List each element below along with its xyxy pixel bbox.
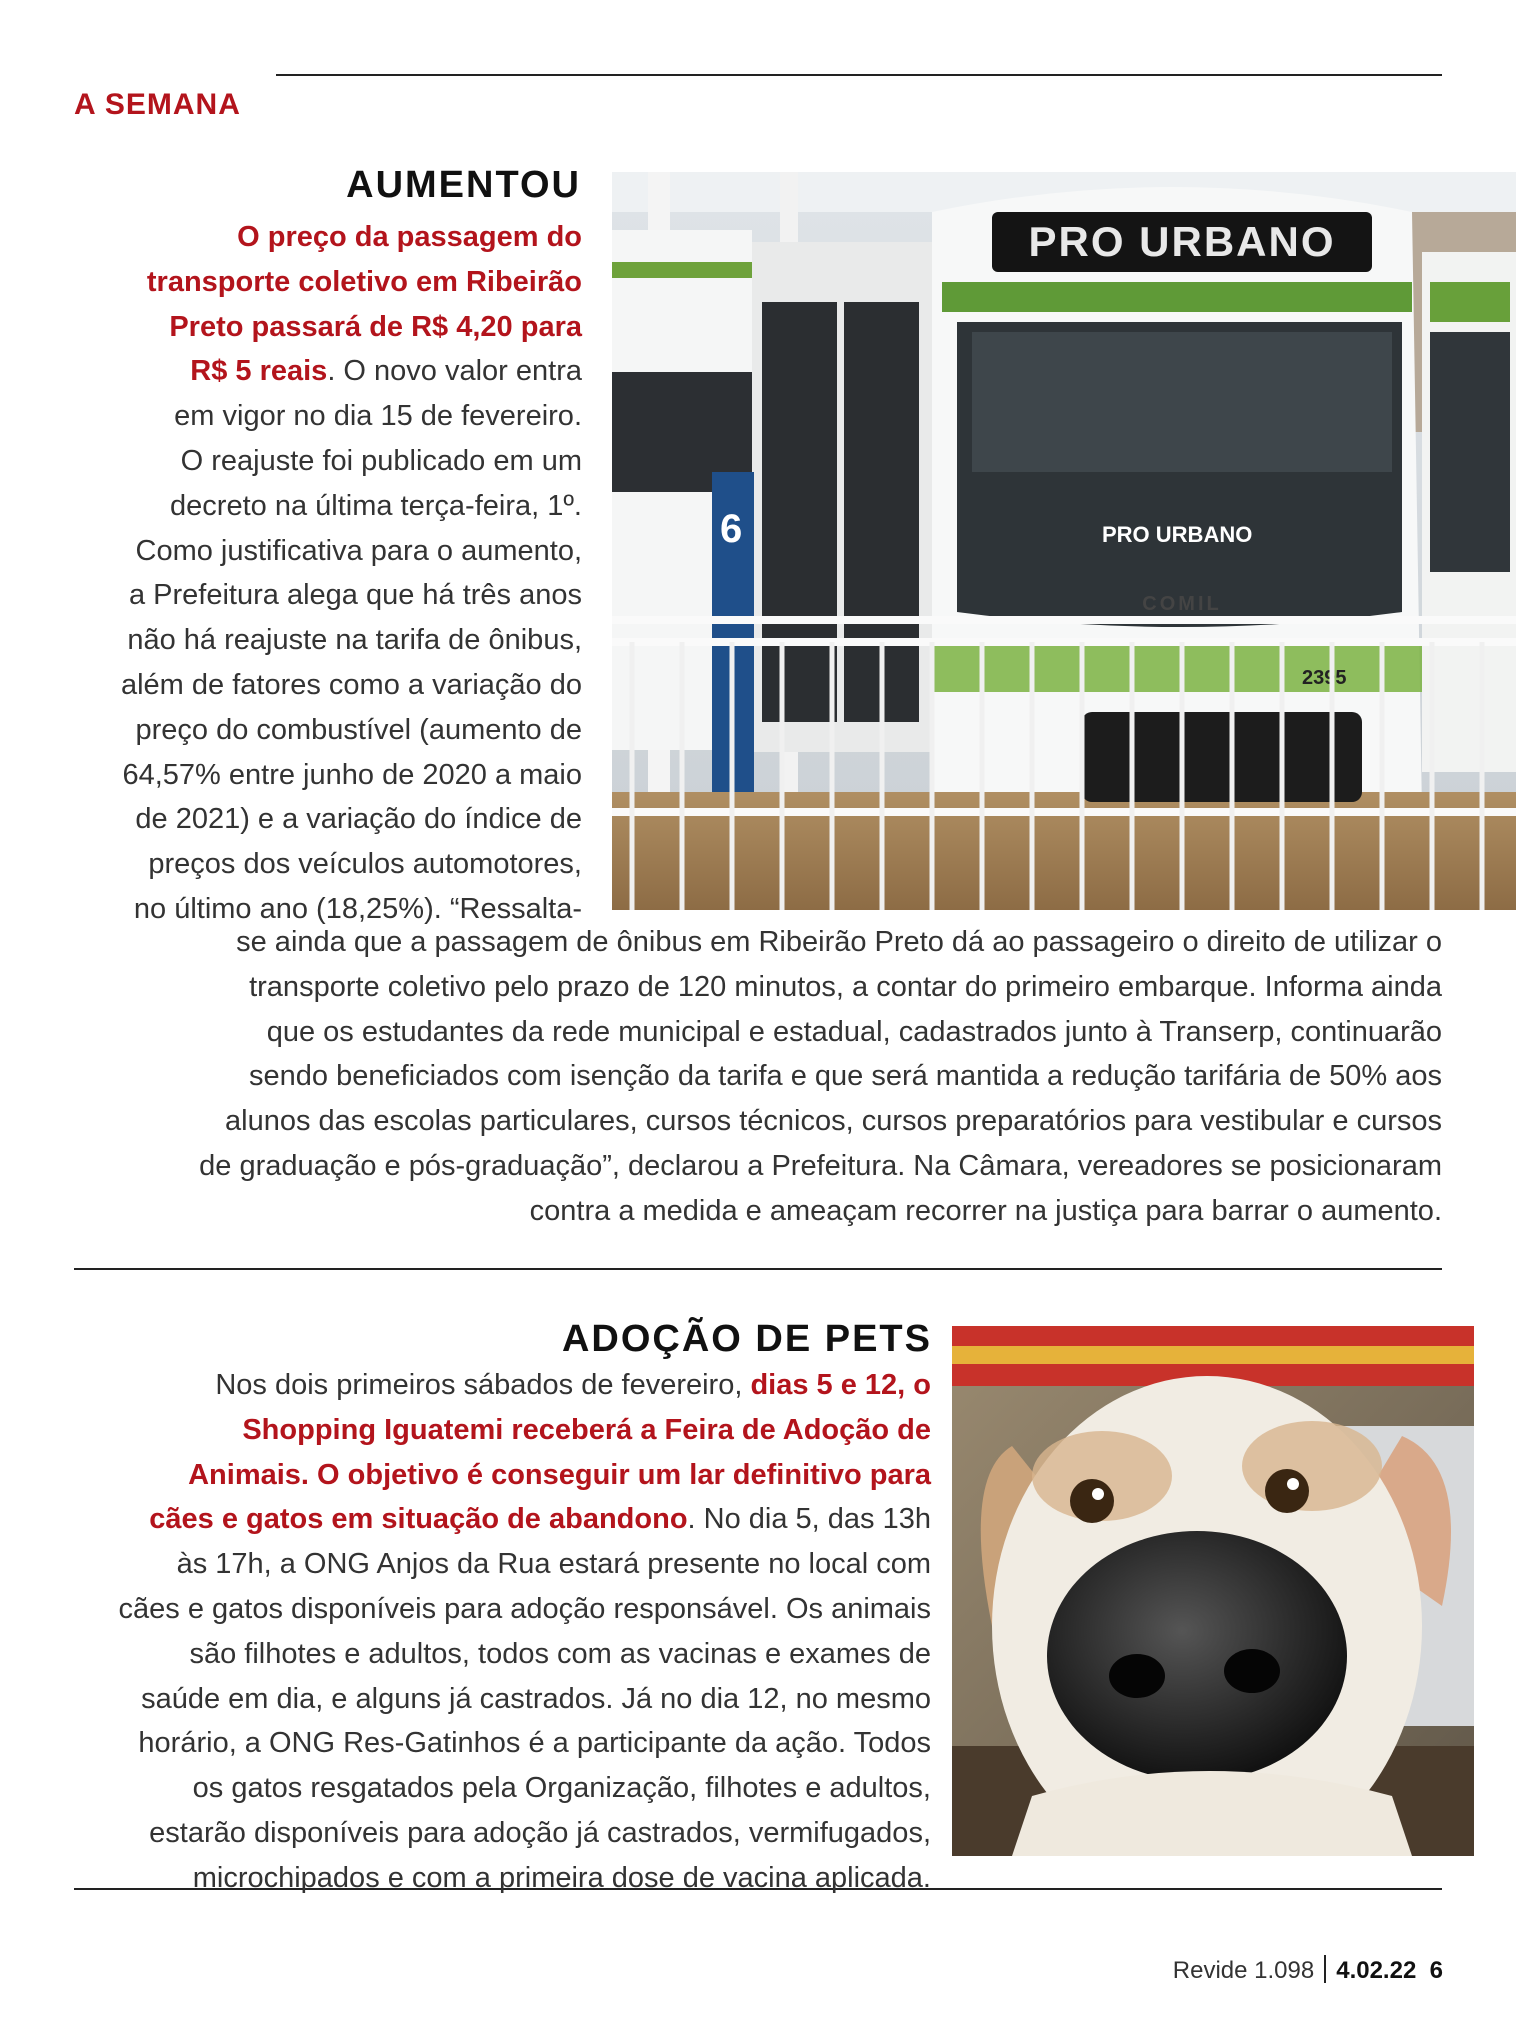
article1-line: que os estudantes da rede municipal e estadual, cadastrados junto à Transerp, continuarão	[266, 1015, 1442, 1048]
article1-lead-line: O preço da passagem do	[237, 221, 582, 253]
article1-lead-line: Preto passará de R$ 4,20 para	[169, 310, 582, 343]
article1-lead-end: R$ 5 reais	[190, 355, 328, 388]
article1-lead-line: transporte coletivo em Ribeirão	[146, 265, 582, 298]
article1-line: 64,57% entre junho de 2020 a maio	[122, 758, 582, 791]
dog-photo	[952, 1326, 1474, 1856]
article1-wide-text	[72, 920, 1442, 1234]
article2-line-text: . No dia 5, das 13h	[687, 1503, 931, 1536]
article1-line: decreto na última terça-feira, 1º.	[170, 489, 582, 522]
article2-line-text: Nos dois primeiros sábados de fevereiro,	[215, 1369, 751, 1401]
top-rule	[276, 74, 1442, 76]
article1-line	[42, 349, 582, 394]
headline-adocao-de-pets: ADOÇÃO DE PETS	[561, 1318, 932, 1360]
page-footer	[1173, 1955, 1443, 1985]
article1-line: em vigor no dia 15 de fevereiro.	[174, 400, 582, 433]
article1-line: no último ano (18,25%). “Ressalta-	[133, 892, 582, 925]
article2-line: estarão disponíveis para adoção já castrados, vermifugados,	[149, 1816, 931, 1849]
article2-line	[71, 1497, 931, 1542]
article2-text	[71, 1363, 931, 1901]
article2-line	[71, 1363, 931, 1408]
article1-line: de 2021) e a variação do índice de	[135, 803, 582, 836]
article1-line-text: . O novo valor entra	[327, 355, 582, 388]
article2-line: horário, a ONG Res-Gatinhos é a participante da ação. Todos	[138, 1727, 931, 1760]
article2-highlight-line: Shopping Iguatemi receberá a Feira de Adoção de	[242, 1413, 931, 1446]
bus-photo	[612, 172, 1516, 910]
section-label: A SEMANA	[74, 88, 241, 121]
article2-highlight-line: Animais. O objetivo é conseguir um lar definitivo para	[188, 1458, 931, 1491]
middle-rule	[74, 1268, 1442, 1270]
article1-line: de graduação e pós-graduação”, declarou a Prefeitura. Na Câmara, vereadores se posicionaram	[199, 1149, 1442, 1182]
article1-line: além de fatores como a variação do	[120, 668, 582, 701]
publication-issue: Revide 1.098	[1172, 1957, 1315, 1984]
article1-line: Como justificativa para o aumento,	[135, 534, 582, 567]
article2-line: microchipados e com a primeira dose de vacina aplicada.	[192, 1861, 931, 1894]
headline-aumentou: AUMENTOU	[346, 164, 581, 206]
issue-date: 4.02.22	[1336, 1957, 1417, 1984]
maker-logo: COMIL	[1142, 593, 1222, 615]
article2-line: os gatos resgatados pela Organização, filhotes e adultos,	[192, 1772, 931, 1805]
article1-line: transporte coletivo pelo prazo de 120 minutos, a contar do primeiro embarque. Informa ainda	[249, 970, 1442, 1003]
destination-sign: PRO URBANO	[1028, 218, 1336, 265]
windshield-sign: PRO URBANO	[1102, 522, 1253, 547]
article1-line: sendo beneficiados com isenção da tarifa e que será mantida a redução tarifária de 50% aos	[249, 1060, 1442, 1093]
article1-line: a Prefeitura alega que há três anos	[128, 579, 582, 612]
fleet-number: 2395	[1302, 667, 1347, 689]
article2-highlight: cães e gatos em situação de abandono	[149, 1503, 688, 1536]
article1-line: se ainda que a passagem de ônibus em Ribeirão Preto dá ao passageiro o direito de utilizar o	[236, 926, 1442, 958]
article2-highlight: dias 5 e 12, o	[750, 1369, 931, 1401]
article1-narrow-text	[42, 215, 582, 932]
page-number: 6	[1429, 1957, 1443, 1984]
article2-line: saúde em dia, e alguns já castrados. Já no dia 12, no mesmo	[141, 1682, 931, 1715]
side-number: 6	[720, 507, 743, 551]
article1-line: O reajuste foi publicado em um	[180, 444, 582, 477]
article2-line: às 17h, a ONG Anjos da Rua estará presente no local com	[176, 1548, 931, 1581]
article1-line: alunos das escolas particulares, cursos técnicos, cursos preparatórios para vestibular e cursos	[225, 1105, 1442, 1138]
article2-line: são filhotes e adultos, todos com as vacinas e exames de	[189, 1637, 931, 1670]
article1-line: preço do combustível (aumento de	[135, 713, 582, 746]
footer-separator	[1324, 1955, 1326, 1983]
article2-line: cães e gatos disponíveis para adoção responsável. Os animais	[118, 1592, 931, 1625]
article1-line: não há reajuste na tarifa de ônibus,	[127, 624, 582, 657]
article1-line: preços dos veículos automotores,	[148, 848, 582, 881]
article1-line: contra a medida e ameaçam recorrer na justiça para barrar o aumento.	[529, 1194, 1442, 1227]
